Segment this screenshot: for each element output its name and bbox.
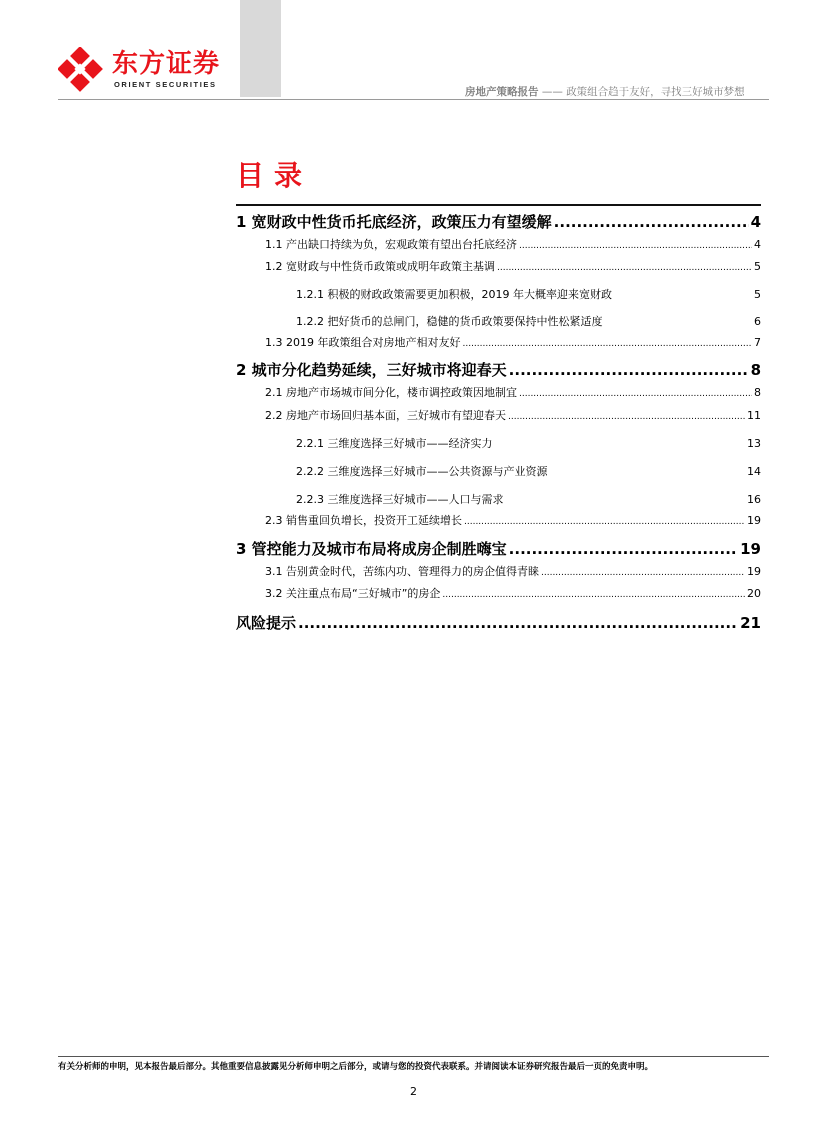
toc-entry-label: 1 宽财政中性货币托底经济，政策压力有望缓解 bbox=[236, 213, 552, 231]
toc-entry-label: 2.2.1 三维度选择三好城市——经济实力 bbox=[296, 437, 493, 450]
toc-leader-dots bbox=[519, 389, 752, 399]
toc-entry-label: 1.3 2019 年政策组合对房地产相对友好 bbox=[265, 336, 461, 349]
toc-entry-1[interactable] bbox=[236, 211, 761, 232]
toc-entry-3[interactable] bbox=[236, 538, 761, 559]
toc-leader-dots bbox=[462, 339, 752, 349]
toc-leader-dots bbox=[508, 412, 745, 422]
toc-entry-page: 19 bbox=[740, 540, 761, 558]
toc-entry-label: 2.1 房地产市场城市间分化，楼市调控政策因地制宜 bbox=[265, 386, 517, 399]
toc-entry-page: 4 bbox=[754, 238, 761, 251]
toc-entry-1-3[interactable] bbox=[265, 334, 761, 350]
toc-entry-2-3[interactable] bbox=[265, 512, 761, 528]
toc-entry-page: 20 bbox=[747, 587, 761, 600]
toc-leader-dots bbox=[554, 213, 749, 231]
toc-entry-page: 5 bbox=[754, 288, 761, 301]
toc-entry-label: 2.2.3 三维度选择三好城市——人口与需求 bbox=[296, 493, 504, 506]
brand-name-cn: 东方证券 bbox=[112, 49, 221, 79]
toc-entry-2[interactable] bbox=[236, 359, 761, 380]
toc-entry-page: 7 bbox=[754, 336, 761, 349]
toc-entry-2-2-3[interactable] bbox=[296, 491, 761, 507]
toc-entry-label: 风险提示 bbox=[236, 614, 297, 632]
toc-entry-page: 16 bbox=[747, 493, 761, 506]
toc-leader-dots bbox=[497, 263, 752, 273]
toc-entry-label: 1.1 产出缺口持续为负，宏观政策有望出台托底经济 bbox=[265, 238, 517, 251]
toc-entry-label: 3.1 告别黄金时代，苦练内功、管理得力的房企值得青睐 bbox=[265, 565, 539, 578]
toc-leader-dots bbox=[464, 517, 745, 527]
toc-leader-dots bbox=[519, 241, 752, 251]
toc-entry-label: 2.2 房地产市场回归基本面，三好城市有望迎春天 bbox=[265, 409, 506, 422]
toc-entry-page: 19 bbox=[747, 565, 761, 578]
page-number: 2 bbox=[410, 1085, 417, 1098]
toc-leader-dots bbox=[509, 361, 749, 379]
toc-entry-label: 1.2.1 积极的财政政策需要更加积极，2019 年大概率迎来宽财政 bbox=[296, 288, 612, 301]
toc-entry-label: 3 管控能力及城市布局将成房企制胜嗨宝 bbox=[236, 540, 507, 558]
toc-entry-2-1[interactable] bbox=[265, 384, 761, 400]
toc-entry-2-2-2[interactable] bbox=[296, 463, 761, 479]
toc-entry-page: 13 bbox=[747, 437, 761, 450]
toc-entry-page: 8 bbox=[754, 386, 761, 399]
header-grey-tab bbox=[240, 0, 281, 97]
toc-entry-label: 1.2.2 把好货币的总闸门，稳健的货币政策要保持中性松紧适度 bbox=[296, 315, 603, 328]
toc-entry-2-2-1[interactable] bbox=[296, 435, 761, 451]
toc-entry-page: 5 bbox=[754, 260, 761, 273]
toc-leader-dots bbox=[509, 540, 738, 558]
toc-entry-page: 6 bbox=[754, 315, 761, 328]
toc-entry-3-1[interactable] bbox=[265, 563, 761, 579]
toc-entry-2-2[interactable] bbox=[265, 407, 761, 423]
toc-leader-dots bbox=[541, 568, 745, 578]
toc-entry-page: 11 bbox=[747, 409, 761, 422]
brand-name-en: ORIENT SECURITIES bbox=[114, 80, 217, 89]
toc-entry-label: 3.2 关注重点布局“三好城市”的房企 bbox=[265, 587, 441, 600]
toc-divider bbox=[236, 204, 761, 206]
report-subtitle: 政策组合趋于友好，寻找三好城市梦想 bbox=[566, 86, 745, 98]
header-separator: —— bbox=[541, 86, 563, 98]
toc-entry-risk[interactable] bbox=[236, 612, 761, 633]
report-category: 房地产策略报告 bbox=[465, 86, 539, 98]
toc-title: 目录 bbox=[236, 159, 313, 192]
toc-entry-page: 4 bbox=[750, 213, 761, 231]
header-divider bbox=[58, 99, 769, 100]
toc-entry-1-2-1[interactable] bbox=[296, 286, 761, 302]
toc-entry-label: 2.2.2 三维度选择三好城市——公共资源与产业资源 bbox=[296, 465, 548, 478]
footer-divider bbox=[58, 1056, 769, 1057]
toc-entry-page: 14 bbox=[747, 465, 761, 478]
brand-logo-icon bbox=[58, 47, 104, 93]
toc-entry-label: 2.3 销售重回负增长，投资开工延续增长 bbox=[265, 514, 462, 527]
toc-entry-1-1[interactable] bbox=[265, 236, 761, 252]
toc-entry-1-2[interactable] bbox=[265, 258, 761, 274]
toc-leader-dots bbox=[442, 590, 745, 600]
toc-entry-label: 2 城市分化趋势延续，三好城市将迎春天 bbox=[236, 361, 507, 379]
brand-logo bbox=[58, 47, 228, 93]
toc-leader-dots bbox=[298, 614, 738, 632]
footer-disclaimer: 有关分析师的申明，见本报告最后部分。其他重要信息披露见分析师申明之后部分，或请与您的投资代表联系。并请阅读本证券研究报告最后一页的免责申明。 bbox=[58, 1062, 654, 1072]
toc-entry-page: 21 bbox=[740, 614, 761, 632]
toc-entry-1-2-2[interactable] bbox=[296, 313, 761, 329]
toc-entry-label: 1.2 宽财政与中性货币政策或成明年政策主基调 bbox=[265, 260, 495, 273]
toc-entry-3-2[interactable] bbox=[265, 585, 761, 601]
toc-entry-page: 19 bbox=[747, 514, 761, 527]
report-header bbox=[465, 84, 769, 99]
toc-entry-page: 8 bbox=[750, 361, 761, 379]
